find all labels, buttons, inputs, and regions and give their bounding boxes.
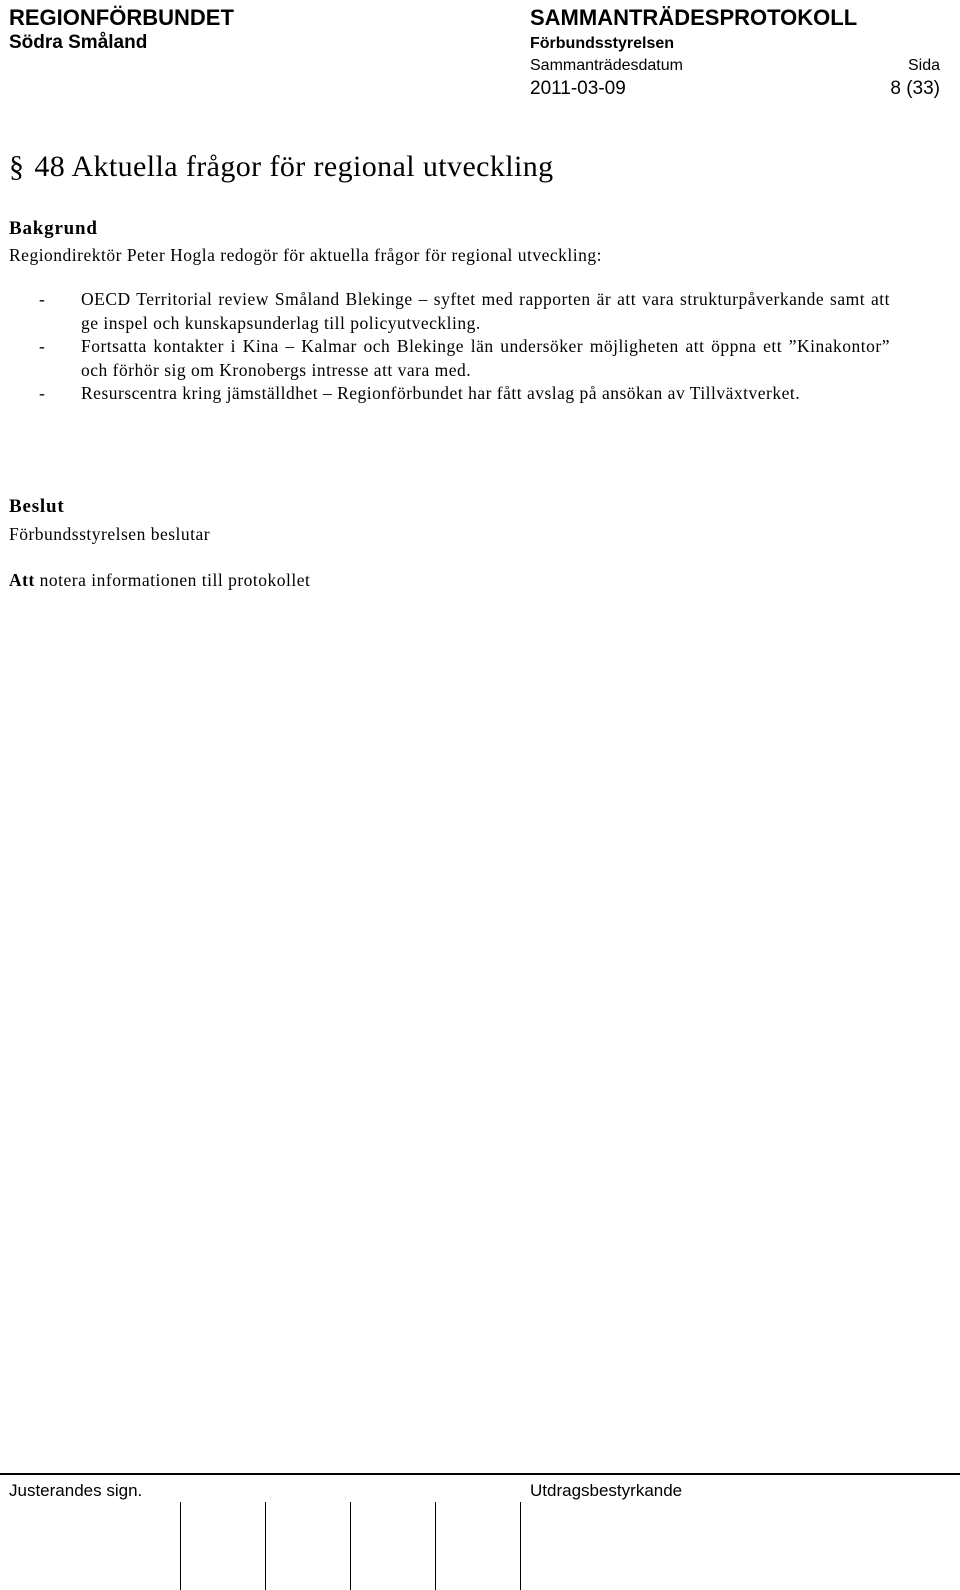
section-title: 48 Aktuella frågor för regional utveckling [34,150,554,183]
signature-divider [520,1502,521,1590]
bakgrund-intro: Regiondirektör Peter Hogla redogör för aktuella frågor för regional utveckling: [9,245,602,265]
dash-marker: - [39,336,46,356]
justerandes-sign-label: Justerandes sign. [9,1481,143,1500]
signature-divider [350,1502,351,1590]
list-item-text: Fortsatta kontakter i Kina – Kalmar och Blekinge län undersöker möjligheten att öppna ett ”Kinakontor” och förhör sig om Kronobergs intresse att vara med. [81,336,890,380]
list-item [9,382,890,406]
page-label: Sida [907,57,940,74]
header-left [9,5,234,55]
decision-line [9,570,310,591]
utdragsbestyrkande-label: Utdragsbestyrkande [530,1481,683,1500]
list-item [9,335,890,382]
signature-divider [435,1502,436,1590]
dash-marker: - [39,289,46,309]
paragraph-symbol: § [9,150,25,183]
signature-divider [180,1502,181,1590]
meta-labels [530,55,940,77]
signature-divider [265,1502,266,1590]
list-item-text: Resurscentra kring jämställdhet – Regionförbundet har fått avslag på ansökan av Tillväxtverket. [81,383,801,403]
dash-marker: - [39,383,46,403]
page-number: 8 (33) [890,78,940,99]
date-label: Sammanträdesdatum [530,57,683,74]
section-heading [9,150,554,184]
meta-values [530,77,940,101]
beslut-text: Förbundsstyrelsen beslutar [9,524,211,544]
organization-name: REGIONFÖRBUNDET [9,5,234,30]
meeting-date: 2011-03-09 [530,78,626,99]
board-name: Förbundsstyrelsen [530,35,675,52]
bakgrund-list [9,288,890,406]
att-word: Att [9,570,35,590]
signature-footer [0,1473,960,1590]
document-title: SAMMANTRÄDESPROTOKOLL [530,5,858,30]
header-right [530,5,940,101]
list-item [9,288,890,335]
organization-subtitle: Södra Småland [9,32,148,53]
beslut-heading: Beslut [9,496,65,517]
list-item-text: OECD Territorial review Småland Blekinge – syftet med rapporten är att vara strukturpåverkande samt att ge inspel och kunskapsunderlag till policyutveckling. [81,289,890,333]
bakgrund-heading: Bakgrund [9,218,98,239]
decision-text: notera informationen till protokollet [34,570,311,590]
